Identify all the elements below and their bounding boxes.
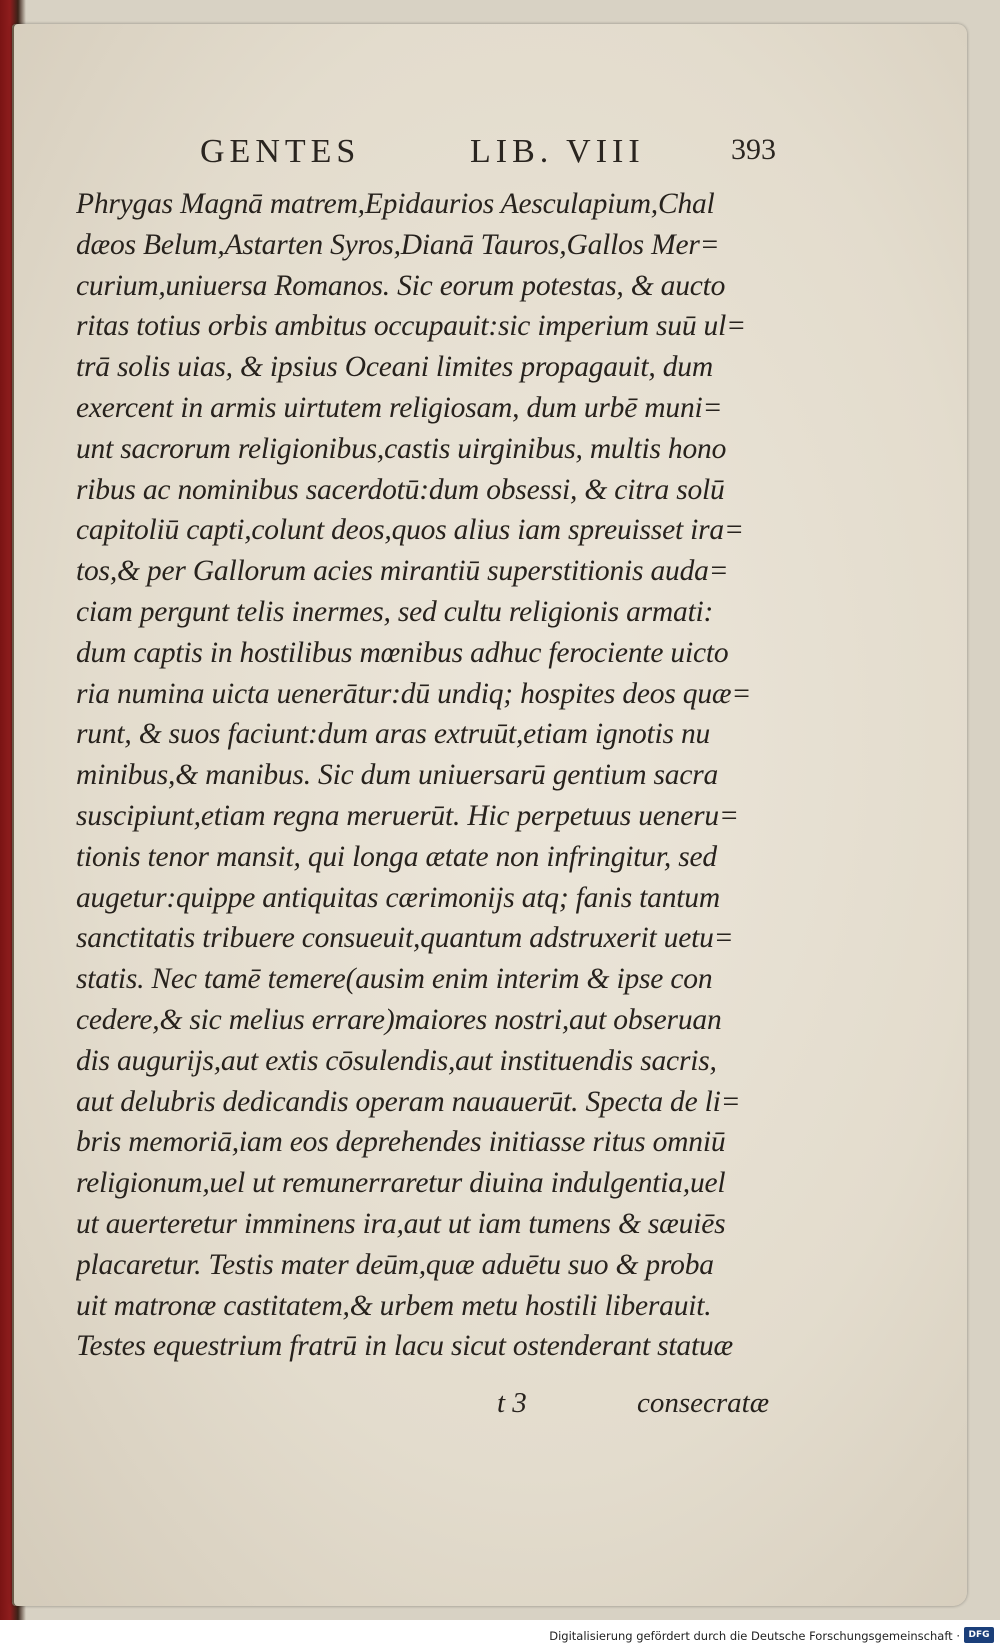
text-line: sanctitatis tribuere consueuit,quantum adstruxerit uetu=	[76, 922, 734, 955]
running-head	[0, 113, 1000, 169]
text-line: ria numina uicta uenerātur:dū undiq; hospites deos quæ=	[76, 677, 752, 710]
text-line: cedere,& sic melius errare)maiores nostri,aut obseruan	[76, 1003, 722, 1036]
text-line: unt sacrorum religionibus,castis uirginibus, multis hono	[76, 432, 727, 465]
text-line: minibus,& manibus. Sic dum uniuersarū gentium sacra	[76, 759, 719, 792]
text-line: tos,& per Gallorum acies mirantiū superstitionis auda=	[76, 555, 729, 588]
funding-note: Digitalisierung gefördert durch die Deutsche Forschungsgemeinschaft ·	[549, 1629, 960, 1643]
text-line: dæos Belum,Astarten Syros,Dianā Tauros,Gallos Mer=	[76, 228, 720, 261]
text-line: augetur:quippe antiquitas cærimonijs atq; fanis tantum	[76, 881, 720, 914]
text-line: tionis tenor mansit, qui longa ætate non infringitur, sed	[76, 840, 717, 873]
page-number: 393	[731, 133, 776, 166]
text-line: ribus ac nominibus sacerdotū:dum obsessi, & citra solū	[76, 473, 725, 506]
text-line: bris memoriā,iam eos deprehendes initiasse ritus omniū	[76, 1126, 726, 1159]
text-line: capitoliū capti,colunt deos,quos alius iam spreuisset ira=	[76, 514, 744, 547]
text-line: dis augurijs,aut extis cōsulendis,aut instituendis sacris,	[76, 1044, 717, 1077]
text-line: runt, & suos faciunt:dum aras extruūt,etiam ignotis nu	[76, 718, 711, 751]
text-line: exercent in armis uirtutem religiosam, dum urbē muni=	[76, 391, 723, 424]
body-text	[76, 184, 796, 1367]
text-line: curium,uniuersa Romanos. Sic eorum potestas, & aucto	[76, 269, 726, 302]
text-line: placaretur. Testis mater deūm,quæ aduētu suo & proba	[76, 1248, 714, 1281]
text-line: ciam pergunt telis inermes, sed cultu religionis armati:	[76, 595, 714, 628]
running-head-title: GENTES	[200, 133, 361, 170]
text-line: trā solis uias, & ipsius Oceani limites propagauit, dum	[76, 351, 713, 384]
text-line: Testes equestrium fratrū in lacu sicut ostenderant statuæ	[76, 1330, 734, 1363]
text-line: Phrygas Magnā matrem,Epidaurios Aesculapium,Chal	[76, 188, 715, 220]
signature-line	[0, 1381, 1000, 1425]
text-line: ut auerteretur imminens ira,aut ut iam tumens & sæuiēs	[76, 1207, 726, 1240]
footer-bar	[0, 1620, 1000, 1652]
text-line: uit matronæ castitatem,& urbem metu hostili liberauit.	[76, 1289, 712, 1322]
text-line: statis. Nec tamē temere(ausim enim interim & ipse con	[76, 963, 713, 996]
text-line: ritas totius orbis ambitus occupauit:sic imperium suū ul=	[76, 310, 746, 343]
text-line: dum captis in hostilibus mœnibus adhuc ferociente uicto	[76, 636, 729, 669]
text-line: suscipiunt,etiam regna meruerūt. Hic perpetuus ueneru=	[76, 799, 739, 832]
text-line: aut delubris dedicandis operam nauauerūt. Specta de li=	[76, 1085, 741, 1118]
signature-mark: t 3	[497, 1387, 527, 1419]
text-line: religionum,uel ut remunerraretur diuina indulgentia,uel	[76, 1167, 726, 1200]
running-head-book: LIB. VIII	[470, 133, 645, 170]
dfg-logo-icon: DFG	[964, 1627, 994, 1643]
catchword: consecratæ	[637, 1387, 770, 1419]
